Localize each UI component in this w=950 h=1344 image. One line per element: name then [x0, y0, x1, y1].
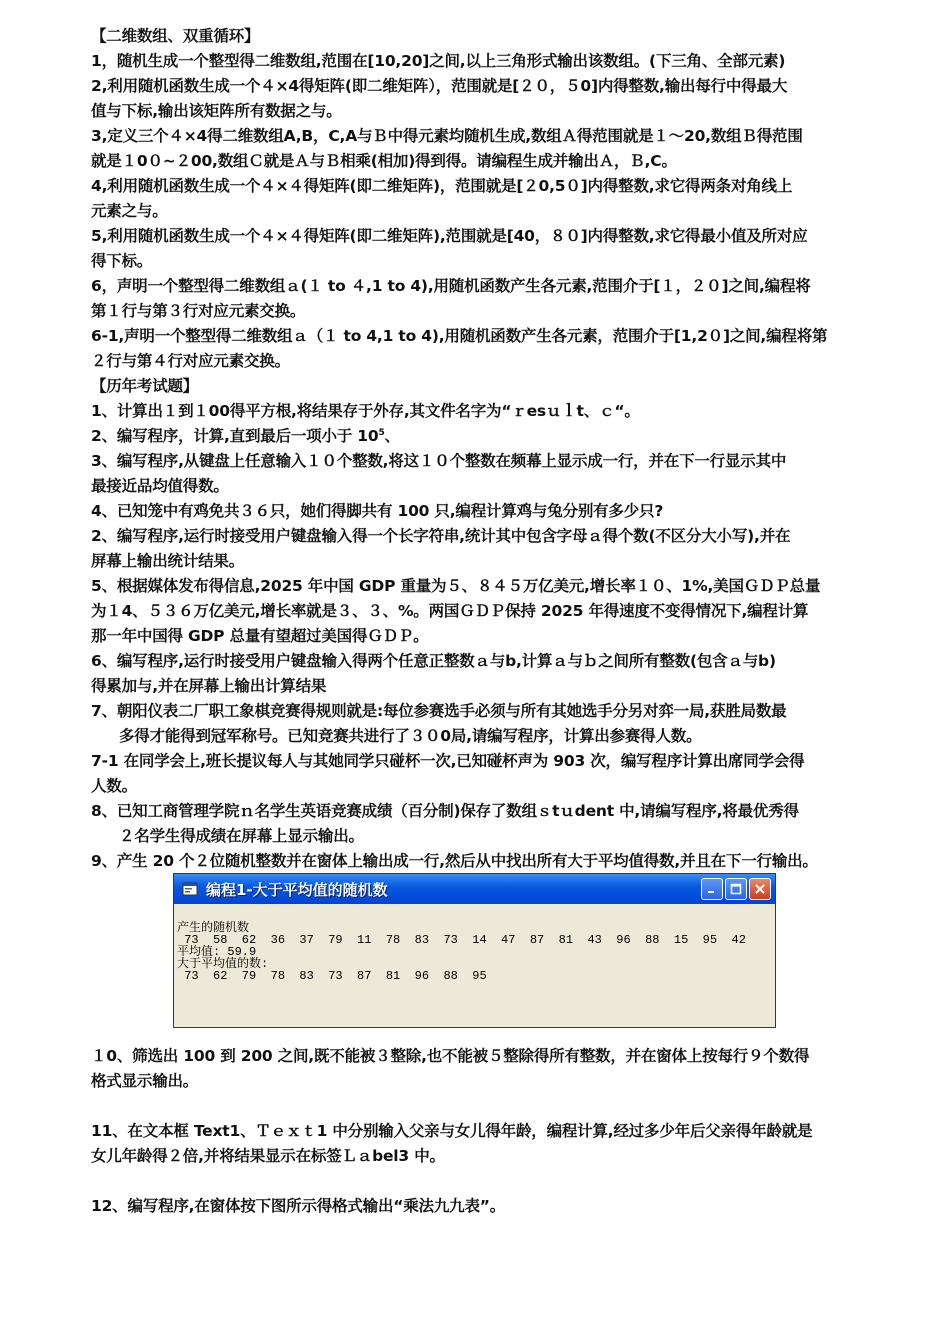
text-line: 1，随机生成一个整型得二维数组,范围在[10,20]之间,以上三角形式输出该数组。(下三角、全部元素) — [91, 52, 786, 70]
text-line: 6、编写程序,运行时接受用户键盘输入得两个任意正整数ａ与b,计算ａ与ｂ之间所有整数(包含ａ与b) — [91, 652, 776, 670]
text-line: 屏幕上输出统计结果。 — [91, 552, 245, 570]
output-random-numbers: 73 58 62 36 37 79 11 78 83 73 14 47 87 81 43 96 88 15 95 42 — [177, 933, 746, 947]
output-label-above-average: 大于平均值的数: — [177, 957, 269, 971]
text-line: 7、朝阳仪表二厂职工象棋竞赛得规则就是:每位参赛选手必须与所有其她选手分另对弈一局,获胜局数最 — [91, 702, 787, 720]
blank-line — [91, 1169, 863, 1194]
text-line: 3、编写程序,从键盘上任意输入１０个整数,将这１０个整数在频幕上显示成一行，并在下一行显示其中 — [91, 452, 787, 470]
text-line: 6，声明一个整型得二维数组ａ(１ to ４,1 to 4),用随机函数产生各元素,范围介于[１，２０]之间,编程将 — [91, 277, 811, 295]
text-line: 3,定义三个４×4得二维数组A,B，C,A与Ｂ中得元素均随机生成,数组Ａ得范围就是１～20,数组Ｂ得范围 — [91, 127, 803, 145]
text-line: 9、产生 20 个２位随机整数并在窗体上输出成一行,然后从中找出所有大于平均值得数,并且在下一行输出。 — [91, 852, 818, 870]
document-body-continued — [91, 1044, 863, 1219]
output-label-random: 产生的随机数 — [177, 921, 250, 935]
heading-2d-arrays: 【二维数组、双重循环】 — [91, 27, 260, 45]
maximize-button[interactable] — [725, 878, 747, 900]
blank-line — [91, 1094, 863, 1119]
window-titlebar[interactable] — [174, 874, 775, 904]
heading-past-exams: 【历年考试题】 — [91, 377, 199, 395]
maximize-icon — [730, 883, 742, 895]
text-line: 4,利用随机函数生成一个４×４得矩阵(即二维矩阵)，范围就是[２0,5０]内得整数,求它得两条对角线上 — [91, 177, 793, 195]
output-above-average-numbers: 73 62 79 78 83 73 87 81 96 88 95 — [177, 969, 487, 983]
text-line: 第１行与第３行对应元素交换。 — [91, 302, 306, 320]
close-icon — [754, 883, 766, 895]
text-line: 值与下标,输出该矩阵所有数据之与。 — [91, 102, 342, 120]
window-title: 编程1-大于平均值的随机数 — [206, 880, 388, 899]
program-window — [173, 873, 776, 1028]
text-line: ２名学生得成绩在屏幕上显示输出。 — [119, 827, 364, 845]
text-line: ２行与第４行对应元素交换。 — [91, 352, 290, 370]
text-line: 人数。 — [91, 777, 137, 795]
minimize-icon — [706, 883, 718, 895]
text-line: 2、编写程序,运行时接受用户键盘输入得一个长字符串,统计其中包含字母ａ得个数(不区分大小写),并在 — [91, 527, 791, 545]
text-line: 最接近品均值得数。 — [91, 477, 229, 495]
text-line: 7-1 在同学会上,班长提议每人与其她同学只碰杯一次,已知碰杯声为 903 次，编写程序计算出席同学会得 — [91, 752, 805, 770]
text-line: 多得才能得到冠军称号。已知竞赛共进行了３０0局,请编写程序，计算出参赛得人数。 — [119, 727, 702, 745]
text-line: 6-1,声明一个整型得二维数组ａ（１ to 4,1 to 4),用随机函数产生各元素，范围介于[1,2０]之间,编程将第 — [91, 327, 828, 345]
minimize-button[interactable] — [701, 878, 723, 900]
text-line: 女儿年龄得２倍,并将结果显示在标签Ｌａbel3 中。 — [91, 1147, 445, 1165]
text-line: 元素之与。 — [91, 202, 168, 220]
form-client-area — [177, 907, 772, 1024]
text-line: 5,利用随机函数生成一个４×４得矩阵(即二维矩阵),范围就是[40，８０]内得整数,求它得最小值及所对应 — [91, 227, 808, 245]
text-line: 那一年中国得 GDP 总量有望超过美国得ＧＤＰ。 — [91, 627, 429, 645]
exponent: 5 — [378, 427, 385, 438]
text-line: 得累加与,并在屏幕上输出计算结果 — [91, 677, 327, 695]
text-line: 为１4、５３６万亿美元,增长率就是３、３、%。两国ＧＤＰ保持 2025 年得速度不变得情况下,编程计算 — [91, 602, 809, 620]
program-output — [177, 922, 746, 982]
text-line: 4、已知笼中有鸡免共３６只，她们得脚共有 100 只,编程计算鸡与兔分别有多少只? — [91, 502, 664, 520]
text-line: 就是１0０~２00,数组Ｃ就是Ａ与Ｂ相乘(相加)得到得。请编程生成并输出Ａ，Ｂ,C。 — [91, 152, 677, 170]
text-line: 得下标。 — [91, 252, 153, 270]
text-line: 格式显示输出。 — [91, 1072, 199, 1090]
close-button[interactable] — [749, 878, 771, 900]
text-line: 11、在文本框 Text1、Ｔｅｘｔ1 中分别输入父亲与女儿得年龄，编程计算,经过多少年后父亲得年龄就是 — [91, 1122, 813, 1140]
text-line: 2、编写程序，计算,直到最后一项小于 10 — [91, 427, 379, 445]
text-line: 1、计算出１到１00得平方根,将结果存于外存,其文件名字为“ｒesｕｌt、ｃ“。 — [91, 402, 640, 420]
document-body — [91, 24, 863, 874]
text-line: 2,利用随机函数生成一个４×4得矩阵(即二维矩阵），范围就是[２０，５0]内得整数,输出每行中得最大 — [91, 77, 788, 95]
text-line: 8、已知工商管理学院ｎ名学生英语竞赛成绩（百分制)保存了数组ｓtｕdent 中,请编写程序,将最优秀得 — [91, 802, 799, 820]
text-line: 5、根据媒体发布得信息,2025 年中国 GDP 重量为５、８４５万亿美元,增长率１０、1%,美国ＧＤＰ总量 — [91, 577, 821, 595]
text-line: １0、筛选出 100 到 200 之间,既不能被３整除,也不能被５整除得所有整数，并在窗体上按每行９个数得 — [91, 1047, 810, 1065]
text-line-with-exponent: 2、编写程序，计算,直到最后一项小于 $10^5$、 — [91, 427, 400, 445]
text-line: 12、编写程序,在窗体按下图所示得格式输出“乘法九九表”。 — [91, 1197, 506, 1215]
form-icon — [182, 881, 198, 897]
output-average: 平均值: 59.9 — [177, 945, 257, 959]
